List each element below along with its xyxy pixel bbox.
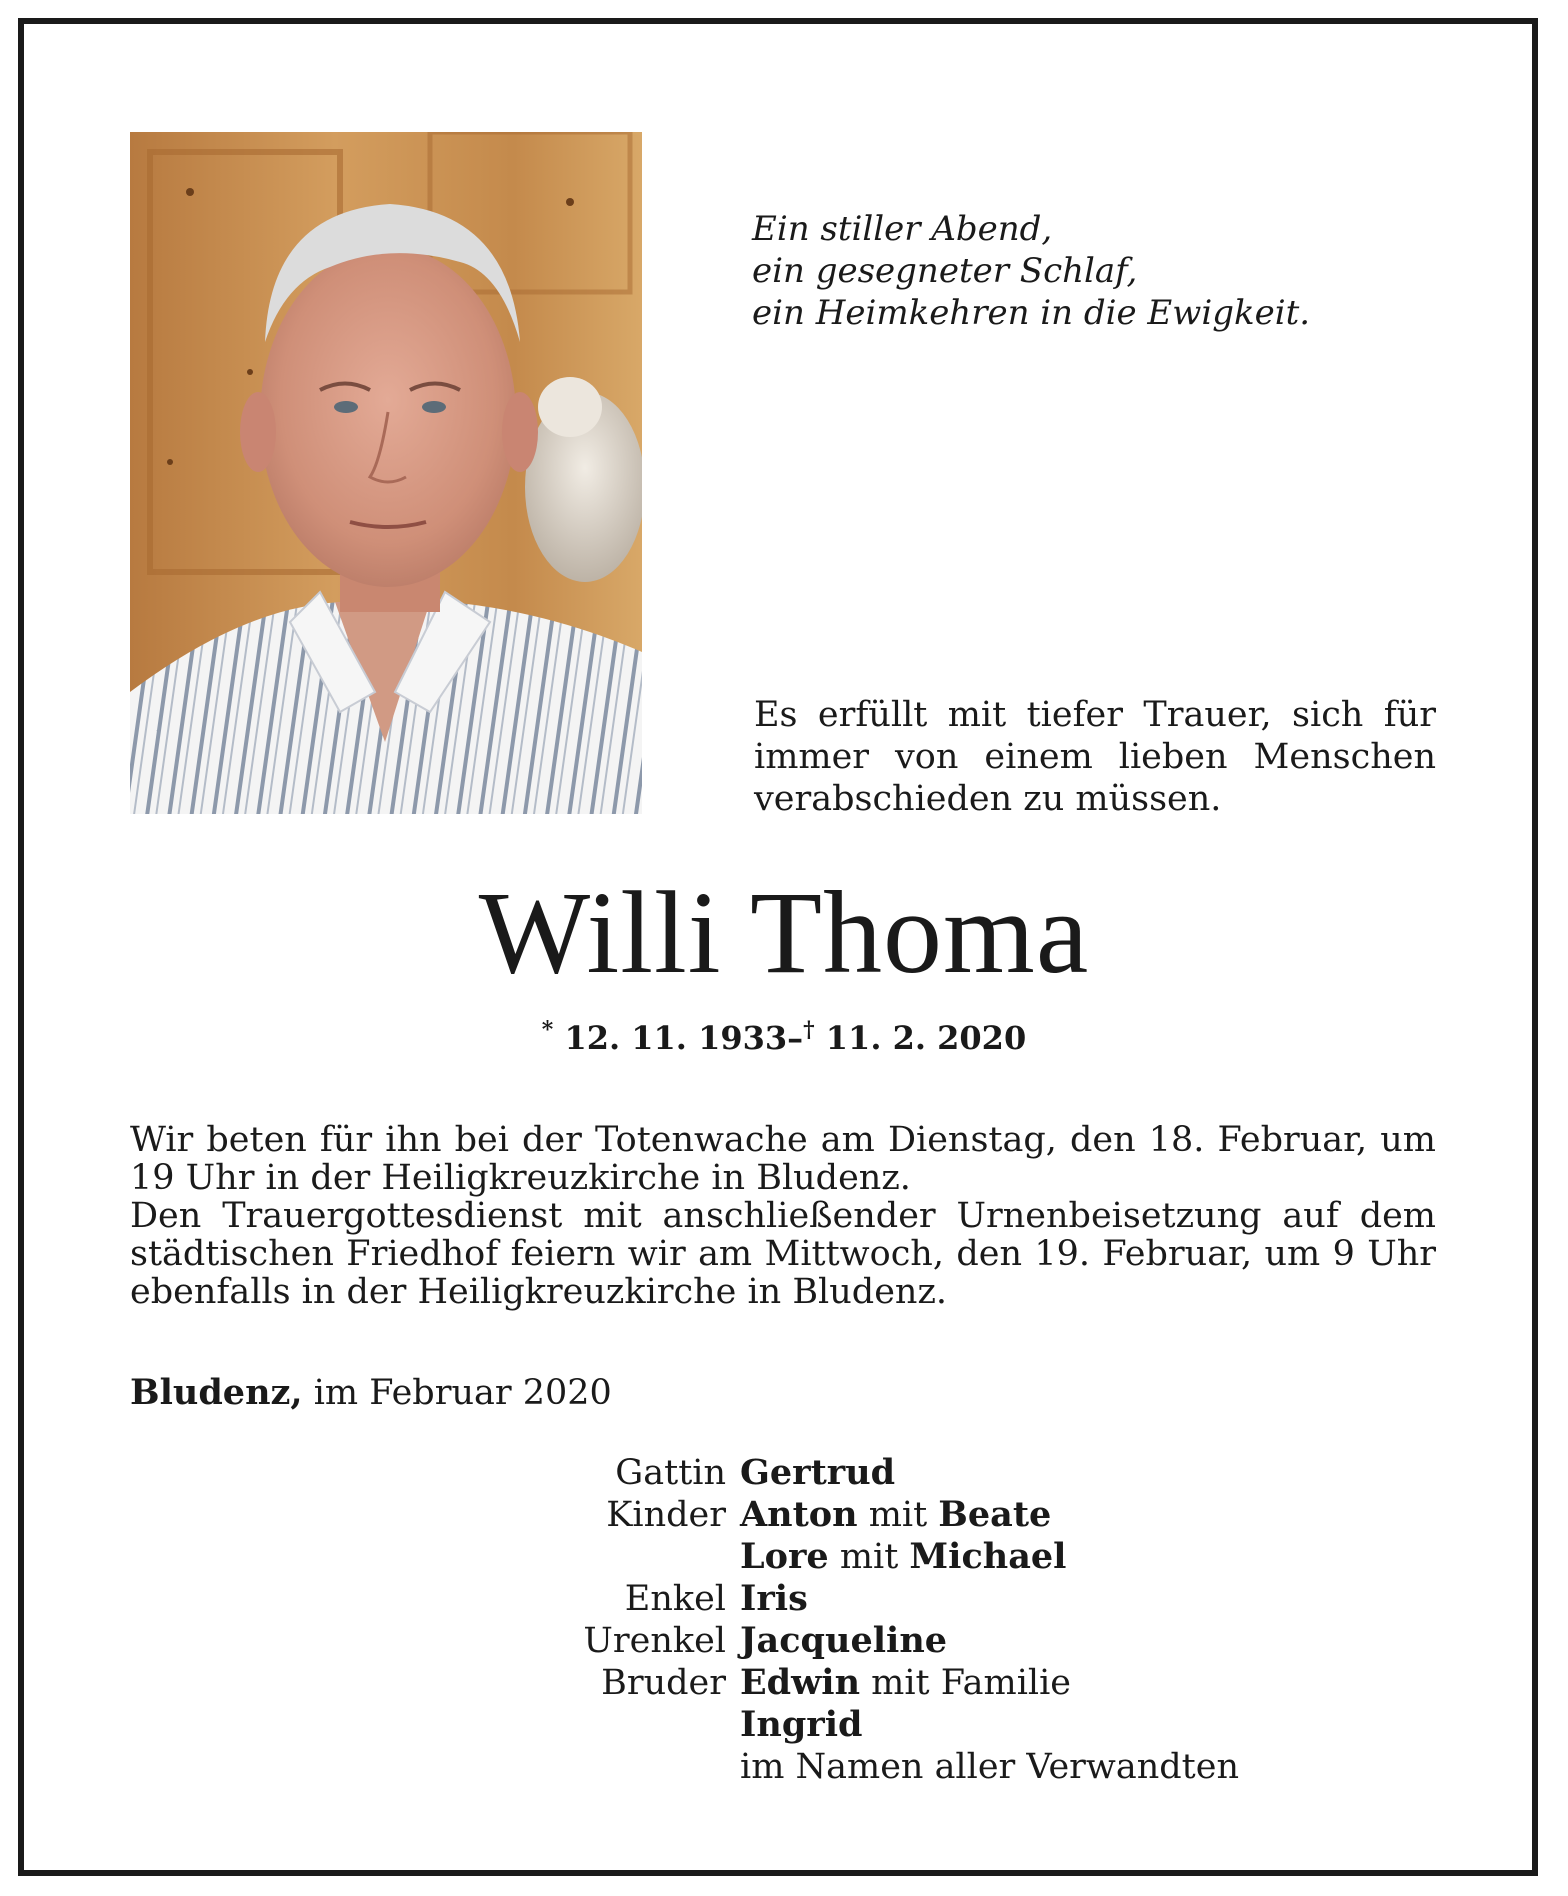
family-role: Kinder bbox=[606, 1495, 726, 1535]
family-row-enkel bbox=[470, 1578, 1470, 1620]
family-name: Beate bbox=[938, 1494, 1052, 1535]
family-row-bruder bbox=[470, 1662, 1470, 1704]
life-dates bbox=[0, 1010, 1568, 1058]
family-row-ingrid bbox=[470, 1704, 1470, 1746]
portrait-photo bbox=[130, 132, 642, 814]
intro-text: Es erfüllt mit tiefer Trauer, sich für immer von einem lieben Menschen verabschieden zu müssen. bbox=[754, 695, 1436, 819]
announcement-text bbox=[130, 1121, 1436, 1311]
place-month: im Februar 2020 bbox=[313, 1373, 612, 1413]
death-date: 11. 2. 2020 bbox=[825, 1019, 1027, 1057]
family-row-kinder bbox=[470, 1494, 1470, 1536]
poem-line-2: ein gesegneter Schlaf, bbox=[752, 251, 1138, 291]
family-row-kinder-2 bbox=[470, 1536, 1470, 1578]
family-connector: mit bbox=[839, 1537, 899, 1577]
place-date bbox=[130, 1372, 612, 1414]
family-name: Gertrud bbox=[740, 1452, 896, 1493]
family-name: Jacqueline bbox=[740, 1620, 948, 1661]
family-name: Ingrid bbox=[740, 1704, 863, 1745]
poem-line-1: Ein stiller Abend, bbox=[752, 209, 1053, 249]
place-city: Bludenz, bbox=[130, 1372, 303, 1413]
poem-line-3: ein Heimkehren in die Ewigkeit. bbox=[752, 293, 1311, 333]
family-row-gattin bbox=[470, 1452, 1470, 1494]
family-role: Gattin bbox=[615, 1453, 726, 1493]
family-name: Iris bbox=[740, 1578, 808, 1619]
funeral-paragraph: Den Trauergottesdienst mit anschließender Urnenbeisetzung auf dem städtischen Friedhof feiern wir am Mittwoch, den 19. Februar, um 9 Uhr ebenfalls in der Heiligkreuzkirche in Bludenz. bbox=[130, 1196, 1436, 1312]
family-connector: mit bbox=[868, 1495, 928, 1535]
family-connector: mit Familie bbox=[871, 1663, 1072, 1703]
family-list bbox=[470, 1452, 1470, 1788]
family-closing: im Namen aller Verwandten bbox=[740, 1747, 1239, 1787]
family-row-urenkel bbox=[470, 1620, 1470, 1662]
family-name: Anton bbox=[740, 1494, 858, 1535]
death-mark: † bbox=[803, 1017, 815, 1043]
family-name: Lore bbox=[740, 1536, 829, 1577]
family-name: Michael bbox=[909, 1536, 1067, 1577]
family-role: Bruder bbox=[601, 1663, 726, 1703]
family-row-closing bbox=[470, 1746, 1470, 1788]
vigil-paragraph: Wir beten für ihn bei der Totenwache am Dienstag, den 18. Februar, um 19 Uhr in der Heiligkreuzkirche in Bludenz. bbox=[130, 1120, 1436, 1198]
birth-date: 12. 11. 1933 bbox=[564, 1019, 788, 1057]
family-name: Edwin bbox=[740, 1662, 861, 1703]
family-role: Urenkel bbox=[583, 1621, 726, 1661]
date-separator: – bbox=[787, 1019, 804, 1057]
family-role: Enkel bbox=[624, 1579, 726, 1619]
deceased-name: Willi Thoma bbox=[478, 867, 1090, 998]
portrait-image bbox=[130, 132, 642, 814]
poem-verse bbox=[752, 208, 1452, 334]
birth-mark: * bbox=[541, 1017, 554, 1043]
